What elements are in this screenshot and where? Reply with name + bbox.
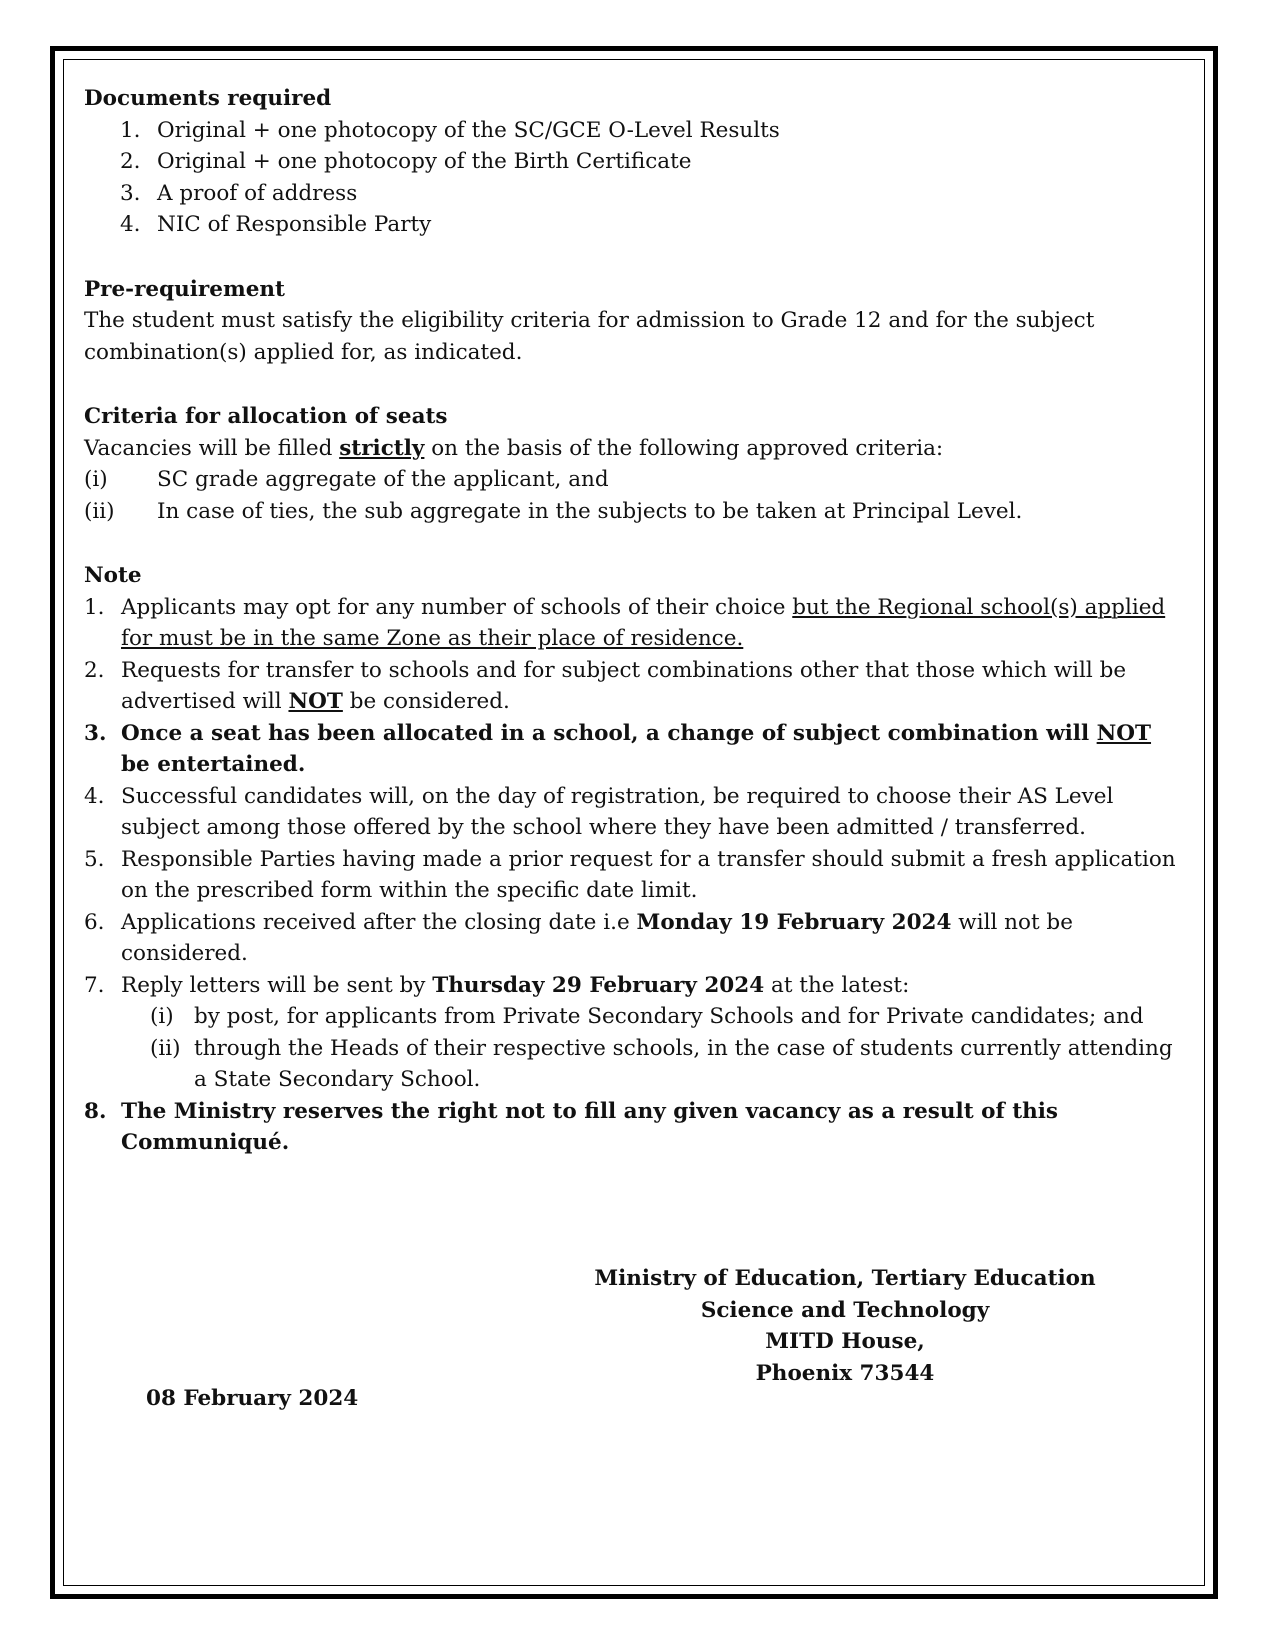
list-item: 1. Original + one photocopy of the SC/GCE O-Level Results	[120, 117, 780, 143]
documents-list	[84, 115, 1184, 241]
list-item: 6. Applications received after the closing date i.e Monday 19 February 2024 will not be considered.	[84, 909, 1073, 966]
note-heading: Note	[84, 563, 142, 588]
list-item: 7. Reply letters will be sent by Thursday 29 February 2024 at the latest: (i) by post, for applicants from Private Secondary Schools and for Private candidates; and (ii) through the Heads of their respective schools, in the case of students currently attending a State Secondary School.	[84, 970, 1184, 1096]
documents-heading: Documents required	[84, 86, 332, 111]
list-item: 8. The Ministry reserves the right not to fill any given vacancy as a result of this Communiqué.	[84, 1098, 1059, 1155]
list-item: 3. Once a seat has been allocated in a school, a change of subject combination will NOT be entertained.	[84, 720, 1152, 777]
strictly-emphasis: strictly	[339, 435, 425, 461]
document-date: 08 February 2024	[146, 1386, 359, 1411]
criteria-list	[84, 464, 1184, 527]
ministry-signature: Ministry of Education, Tertiary Education Science and Technology MITD House, Phoenix 73544	[594, 1266, 1096, 1386]
note-list	[84, 592, 1184, 1159]
prerequirement-body: The student must satisfy the eligibility criteria for admission to Grade 12 and for the subject combination(s) applied for, as indicated.	[84, 308, 1095, 365]
list-item: (i) by post, for applicants from Private Secondary Schools and for Private candidates; and	[150, 1004, 1144, 1029]
list-item: 3. A proof of address	[120, 180, 358, 206]
list-item: (ii) In case of ties, the sub aggregate in the subjects to be taken at Principal Level.	[84, 498, 1023, 524]
list-item: 5. Responsible Parties having made a prior request for a transfer should submit a fresh application on the prescribed form within the specific date limit.	[84, 846, 1176, 903]
list-item: 2. Requests for transfer to schools and for subject combinations other that those which will be advertised will NOT be considered.	[84, 657, 1127, 714]
criteria-heading: Criteria for allocation of seats	[84, 404, 448, 429]
document-body	[84, 83, 1184, 1159]
prerequirement-heading: Pre-requirement	[84, 276, 285, 302]
list-item: (i) SC grade aggregate of the applicant, and	[84, 467, 609, 492]
criteria-intro: Vacancies will be filled strictly on the basis of the following approved criteria:	[84, 435, 944, 461]
list-item: (ii) through the Heads of their respective schools, in the case of students currently attending a State Secondary School.	[150, 1035, 1173, 1092]
reply-methods-list	[121, 1001, 1184, 1096]
list-item: 4. Successful candidates will, on the day of registration, be required to choose their AS Level subject among those offered by the school where they have been admitted / transferred.	[84, 783, 1114, 840]
list-item: 2. Original + one photocopy of the Birth Certificate	[120, 149, 692, 174]
list-item: 4. NIC of Responsible Party	[120, 212, 432, 237]
list-item: 1. Applicants may opt for any number of schools of their choice but the Regional school(s) applied for must be in the same Zone as their place of residence.	[84, 594, 1166, 651]
